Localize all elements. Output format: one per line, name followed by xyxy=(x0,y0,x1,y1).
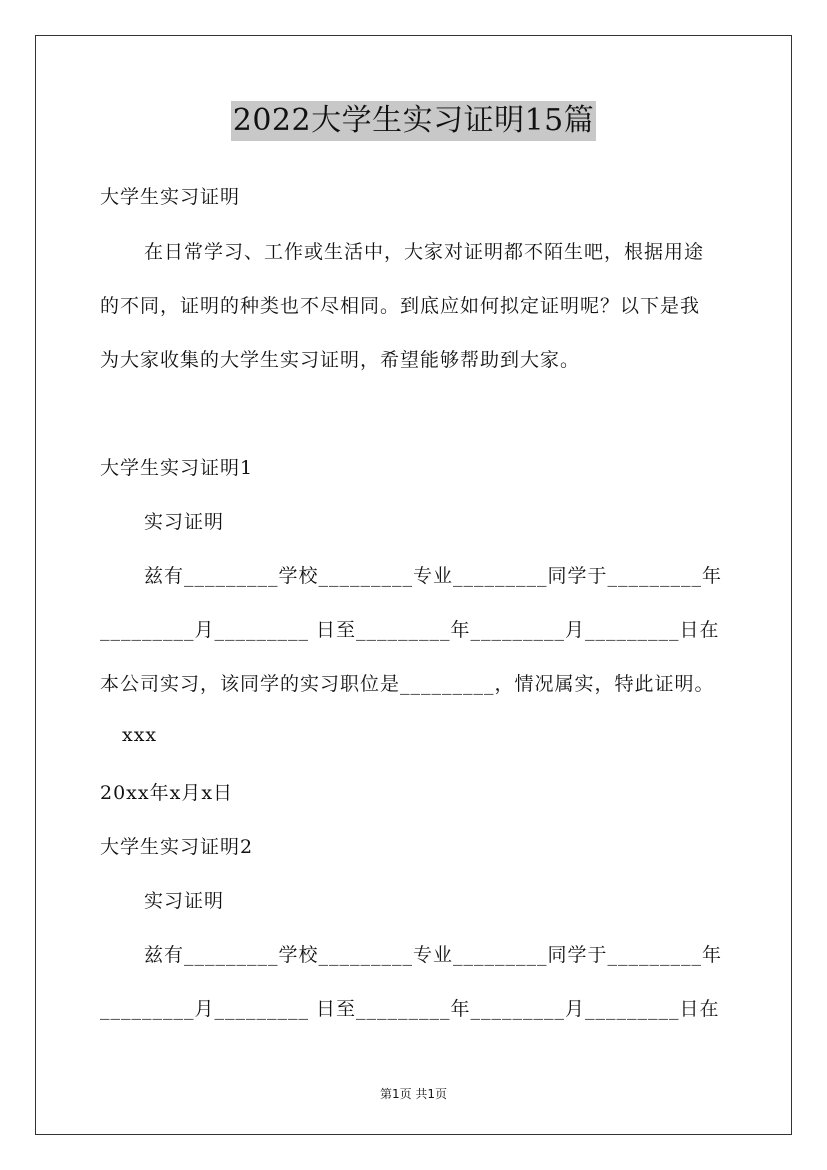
intro-line-1: 在日常学习、工作或生活中，大家对证明都不陌生吧，根据用途 xyxy=(144,241,705,263)
intro-line-2: 的不同，证明的种类也不尽相同。到底应如何拟定证明呢？以下是我 xyxy=(100,295,701,317)
section-2-subtitle: 实习证明 xyxy=(144,890,225,912)
section-2-line-2: _________月_________ 日至_________年_________月_________日在 xyxy=(100,998,720,1020)
page-footer: 第1页 共1页 xyxy=(379,1087,448,1101)
doc-heading: 大学生实习证明 xyxy=(100,186,241,208)
section-1-subtitle: 实习证明 xyxy=(144,511,225,533)
section-2-heading: 大学生实习证明2 xyxy=(100,836,254,858)
section-1-line-3: 本公司实习，该同学的实习职位是_________，情况属实，特此证明。 xyxy=(100,673,715,695)
section-1-line-1: 兹有_________学校_________专业_________同学于_________年 xyxy=(144,565,723,587)
document-title: 2022大学生实习证明15篇 xyxy=(231,101,597,141)
section-1-signer: xxx xyxy=(122,724,158,746)
section-1-line-2: _________月_________ 日至_________年_________月_________日在 xyxy=(100,619,720,641)
title-container xyxy=(0,101,827,141)
intro-line-3: 为大家收集的大学生实习证明，希望能够帮助到大家。 xyxy=(100,349,581,371)
section-2-line-1: 兹有_________学校_________专业_________同学于_________年 xyxy=(144,944,723,966)
section-1-date: 20xx年x月x日 xyxy=(100,782,234,804)
section-1-heading: 大学生实习证明1 xyxy=(100,457,254,479)
